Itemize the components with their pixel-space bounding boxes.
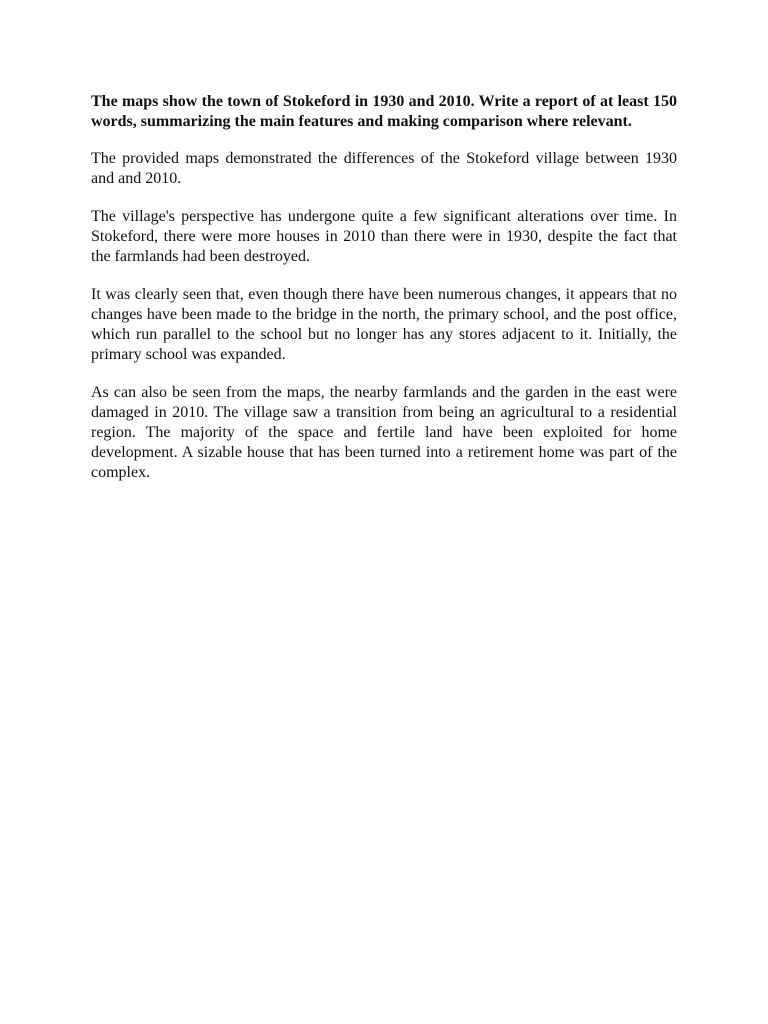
paragraph-changes: As can also be seen from the maps, the nearby farmlands and the garden in the east were damaged in 2010. The village saw a transition from being an agricultural to a residential region. The majority of the space and fertile land have been exploited for home development. A sizable house that has been turned into a retirement home was part of the complex. [91, 384, 677, 481]
task-prompt: The maps show the town of Stokeford in 1930 and 2010. Write a report of at least 150 words, summarizing the main features and making comparison where relevant. [91, 93, 677, 130]
document-page [91, 92, 677, 501]
paragraph-overview: The village's perspective has undergone quite a few significant alterations over time. In Stokeford, there were more houses in 2010 than there were in 1930, despite the fact that the farmlands had been destroyed. [91, 208, 677, 265]
paragraph-unchanged-features: It was clearly seen that, even though there have been numerous changes, it appears that no changes have been made to the bridge in the north, the primary school, and the post office, which run parallel to the school but no longer has any stores adjacent to it. Initially, the primary school was expanded. [91, 286, 677, 363]
paragraph-introduction: The provided maps demonstrated the differences of the Stokeford village between 1930 and and 2010. [91, 150, 677, 187]
